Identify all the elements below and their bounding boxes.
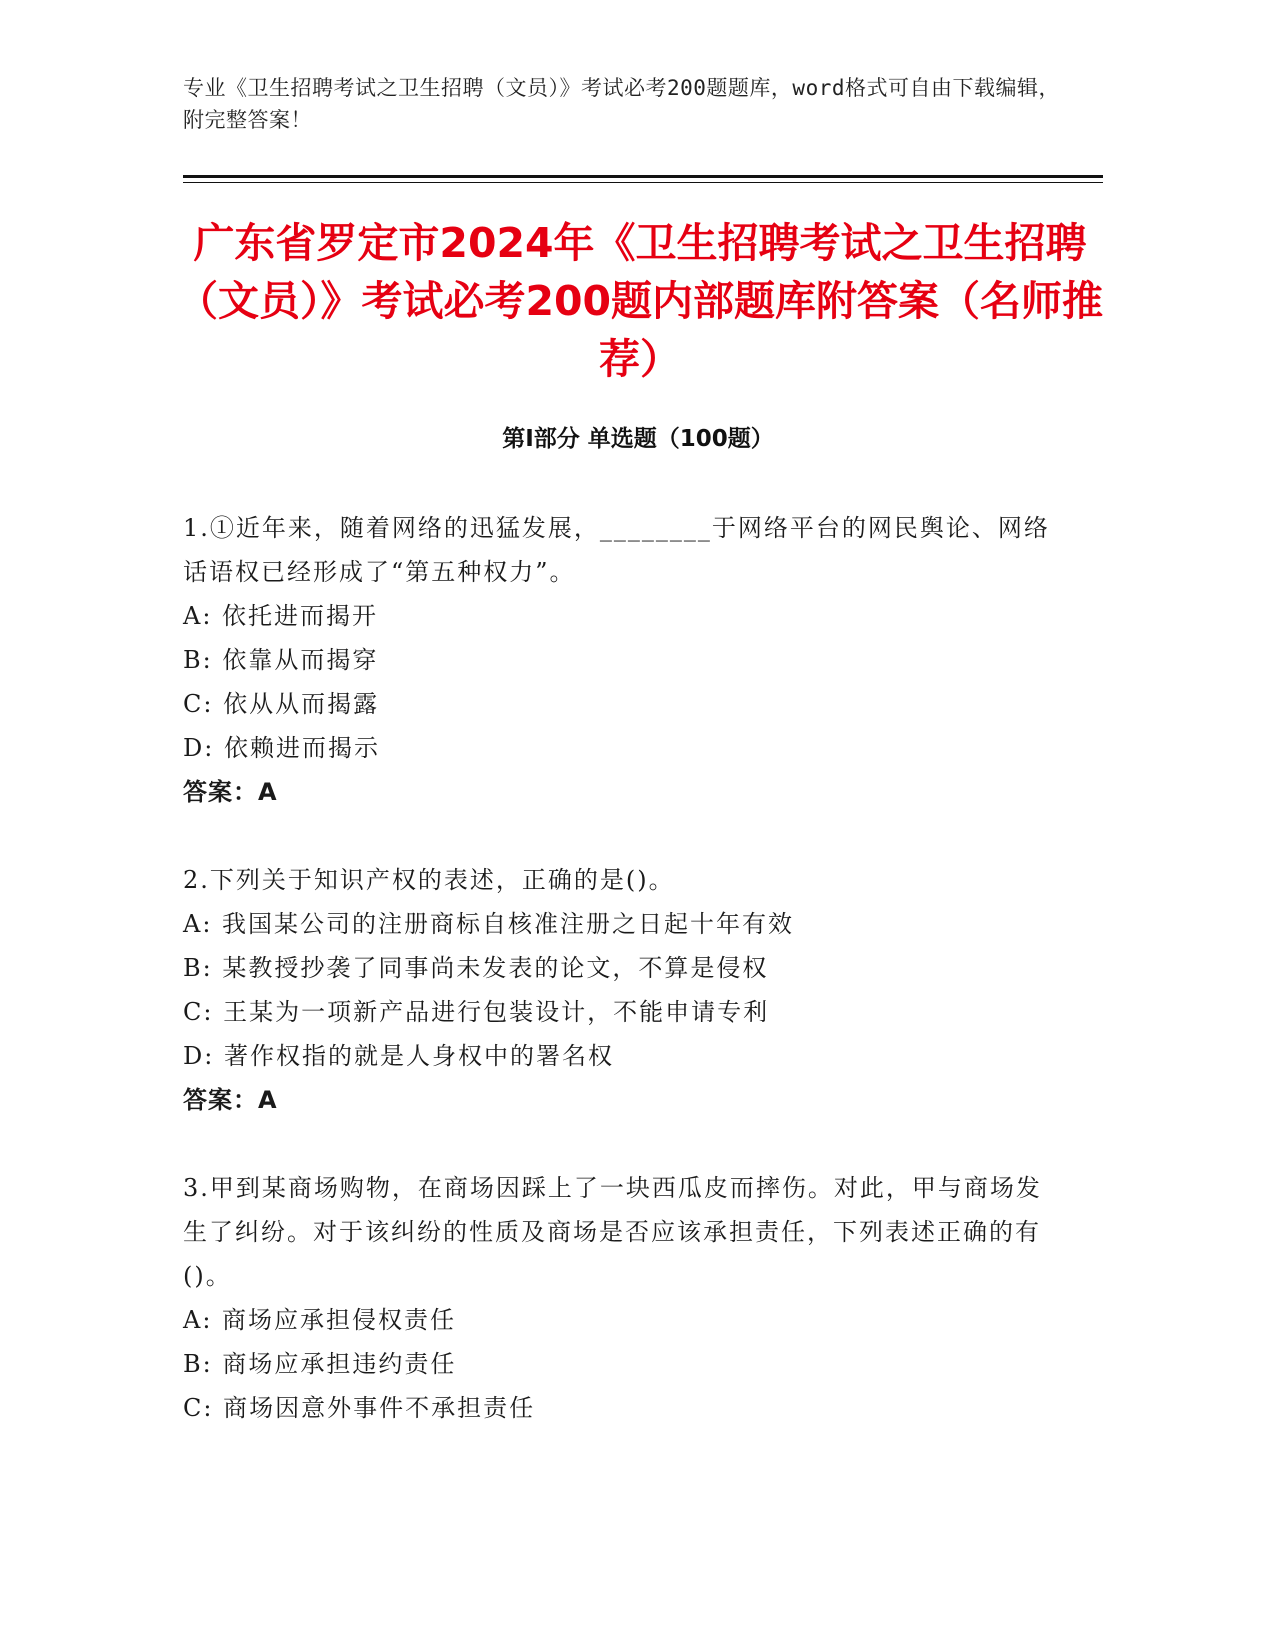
answer-line: 答案：A — [183, 778, 278, 806]
question-2 — [183, 858, 1063, 1122]
option-b: B: 某教授抄袭了同事尚未发表的论文，不算是侵权 — [183, 954, 769, 982]
option-c: C: 商场因意外事件不承担责任 — [183, 1394, 536, 1422]
section-heading: 第Ⅰ部分 单选题（100题） — [502, 426, 774, 452]
question-stem: 1.①近年来，随着网络的迅猛发展，________于网络平台的网民舆论、网络话语权已经形成了“第五种权力”。 — [183, 514, 1050, 586]
header-rule-thick — [183, 175, 1103, 178]
question-1 — [183, 506, 1063, 814]
option-a: A: 商场应承担侵权责任 — [183, 1306, 457, 1334]
document-title: 广东省罗定市2024年《卫生招聘考试之卫生招聘（文员）》考试必考200题内部题库附答案（名师推荐） — [176, 219, 1104, 383]
option-b: B: 商场应承担违约责任 — [183, 1350, 457, 1378]
option-c: C: 依从从而揭露 — [183, 690, 380, 718]
header-rule-thin — [183, 182, 1103, 183]
option-a: A: 我国某公司的注册商标自核准注册之日起十年有效 — [183, 910, 795, 938]
question-list — [183, 506, 1063, 1474]
answer-line: 答案：A — [183, 1086, 278, 1114]
option-d: D: 依赖进而揭示 — [183, 734, 380, 762]
question-3 — [183, 1166, 1063, 1430]
header-note: 专业《卫生招聘考试之卫生招聘（文员）》考试必考200题题库，word格式可自由下载编辑，附完整答案！ — [183, 76, 1060, 132]
option-c: C: 王某为一项新产品进行包装设计，不能申请专利 — [183, 998, 770, 1026]
option-d: D: 著作权指的就是人身权中的署名权 — [183, 1042, 614, 1070]
question-stem: 2.下列关于知识产权的表述，正确的是()。 — [183, 866, 675, 894]
option-a: A: 依托进而揭开 — [183, 602, 379, 630]
question-stem: 3.甲到某商场购物，在商场因踩上了一块西瓜皮而摔伤。对此，甲与商场发生了纠纷。对于该纠纷的性质及商场是否应该承担责任，下列表述正确的有()。 — [183, 1174, 1042, 1290]
option-b: B: 依靠从而揭穿 — [183, 646, 379, 674]
